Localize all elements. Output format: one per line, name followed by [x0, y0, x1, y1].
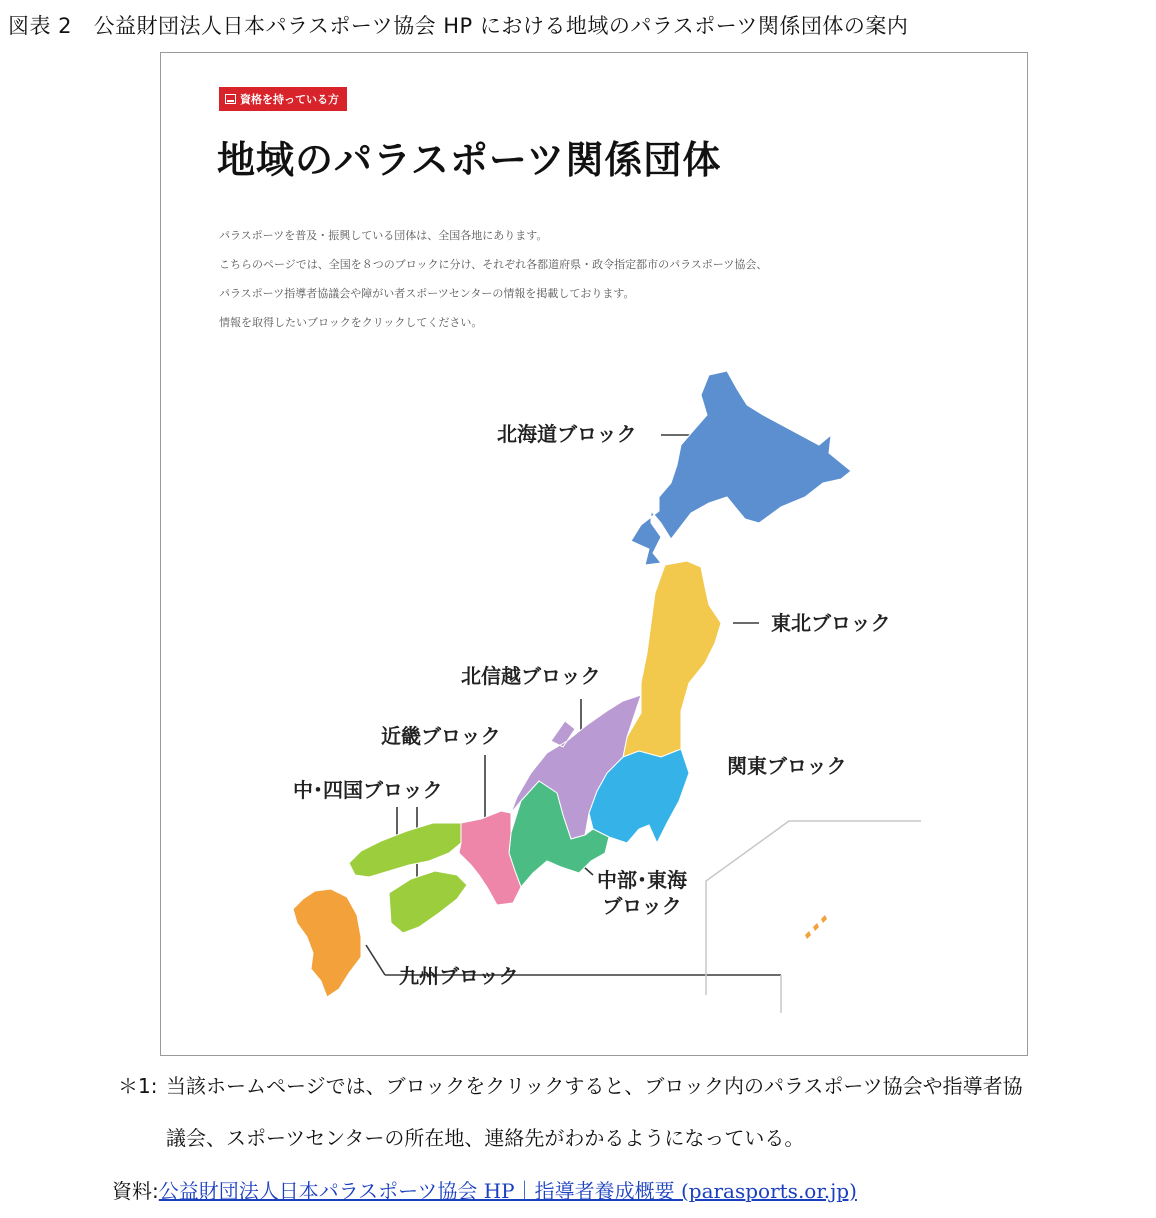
label-hokkaido[interactable]: 北海道ブロック: [497, 422, 637, 446]
intro-line: こちらのページでは、全国を８つのブロックに分け、それぞれ各都道府県・政令指定都市のパラスポーツ協会、: [219, 258, 768, 271]
label-kanto[interactable]: 関東ブロック: [727, 754, 847, 778]
label-chubu-tokai[interactable]: [597, 867, 687, 919]
footnote-mark: ＊1:: [118, 1074, 158, 1098]
label-chubu-tokai-line2: ブロック: [602, 894, 682, 918]
screenshot-frame: [160, 52, 1028, 1056]
label-kinki[interactable]: 近畿ブロック: [381, 724, 501, 748]
block-tohoku[interactable]: [623, 561, 721, 757]
block-chushikoku[interactable]: [349, 823, 467, 933]
intro-line: パラスポーツ指導者協議会や障がい者スポーツセンターの情報を掲載しております。: [219, 287, 635, 300]
intro-line: パラスポーツを普及・振興している団体は、全国各地にあります。: [219, 229, 548, 242]
page-title: 地域のパラスポーツ関係団体: [217, 138, 722, 182]
footnote-line1: 当該ホームページでは、ブロックをクリックすると、ブロック内のパラスポーツ協会や指導者協: [166, 1074, 1023, 1098]
intro-line: 情報を取得したいブロックをクリックしてください。: [219, 316, 483, 329]
footnote-line2: 議会、スポーツセンターの所在地、連絡先がわかるようになっている。: [166, 1126, 805, 1150]
label-hokushinetsu[interactable]: 北信越ブロック: [461, 664, 601, 688]
figure-caption: 図表 2 公益財団法人日本パラスポーツ協会 HP における地域のパラスポーツ関係団体の案内: [8, 14, 909, 38]
label-kyushu[interactable]: 九州ブロック: [399, 964, 519, 988]
label-chushikoku[interactable]: 中･四国ブロック: [293, 778, 443, 802]
okinawa-islands: [805, 915, 827, 939]
source-link[interactable]: 公益財団法人日本パラスポーツ協会 HP｜指導者養成概要 (parasports.or.jp): [158, 1179, 857, 1203]
japan-block-map: [161, 53, 1029, 1057]
block-hokkaido[interactable]: [631, 371, 851, 565]
source-line: [112, 1175, 857, 1204]
label-chubu-tokai-line1: 中部･東海: [597, 868, 687, 892]
footnote: [118, 1070, 1023, 1154]
source-label: 資料:: [112, 1179, 159, 1203]
badge-label: 資格を持っている方: [240, 93, 339, 106]
block-kyushu[interactable]: [293, 889, 361, 997]
label-tohoku[interactable]: 東北ブロック: [771, 611, 891, 635]
